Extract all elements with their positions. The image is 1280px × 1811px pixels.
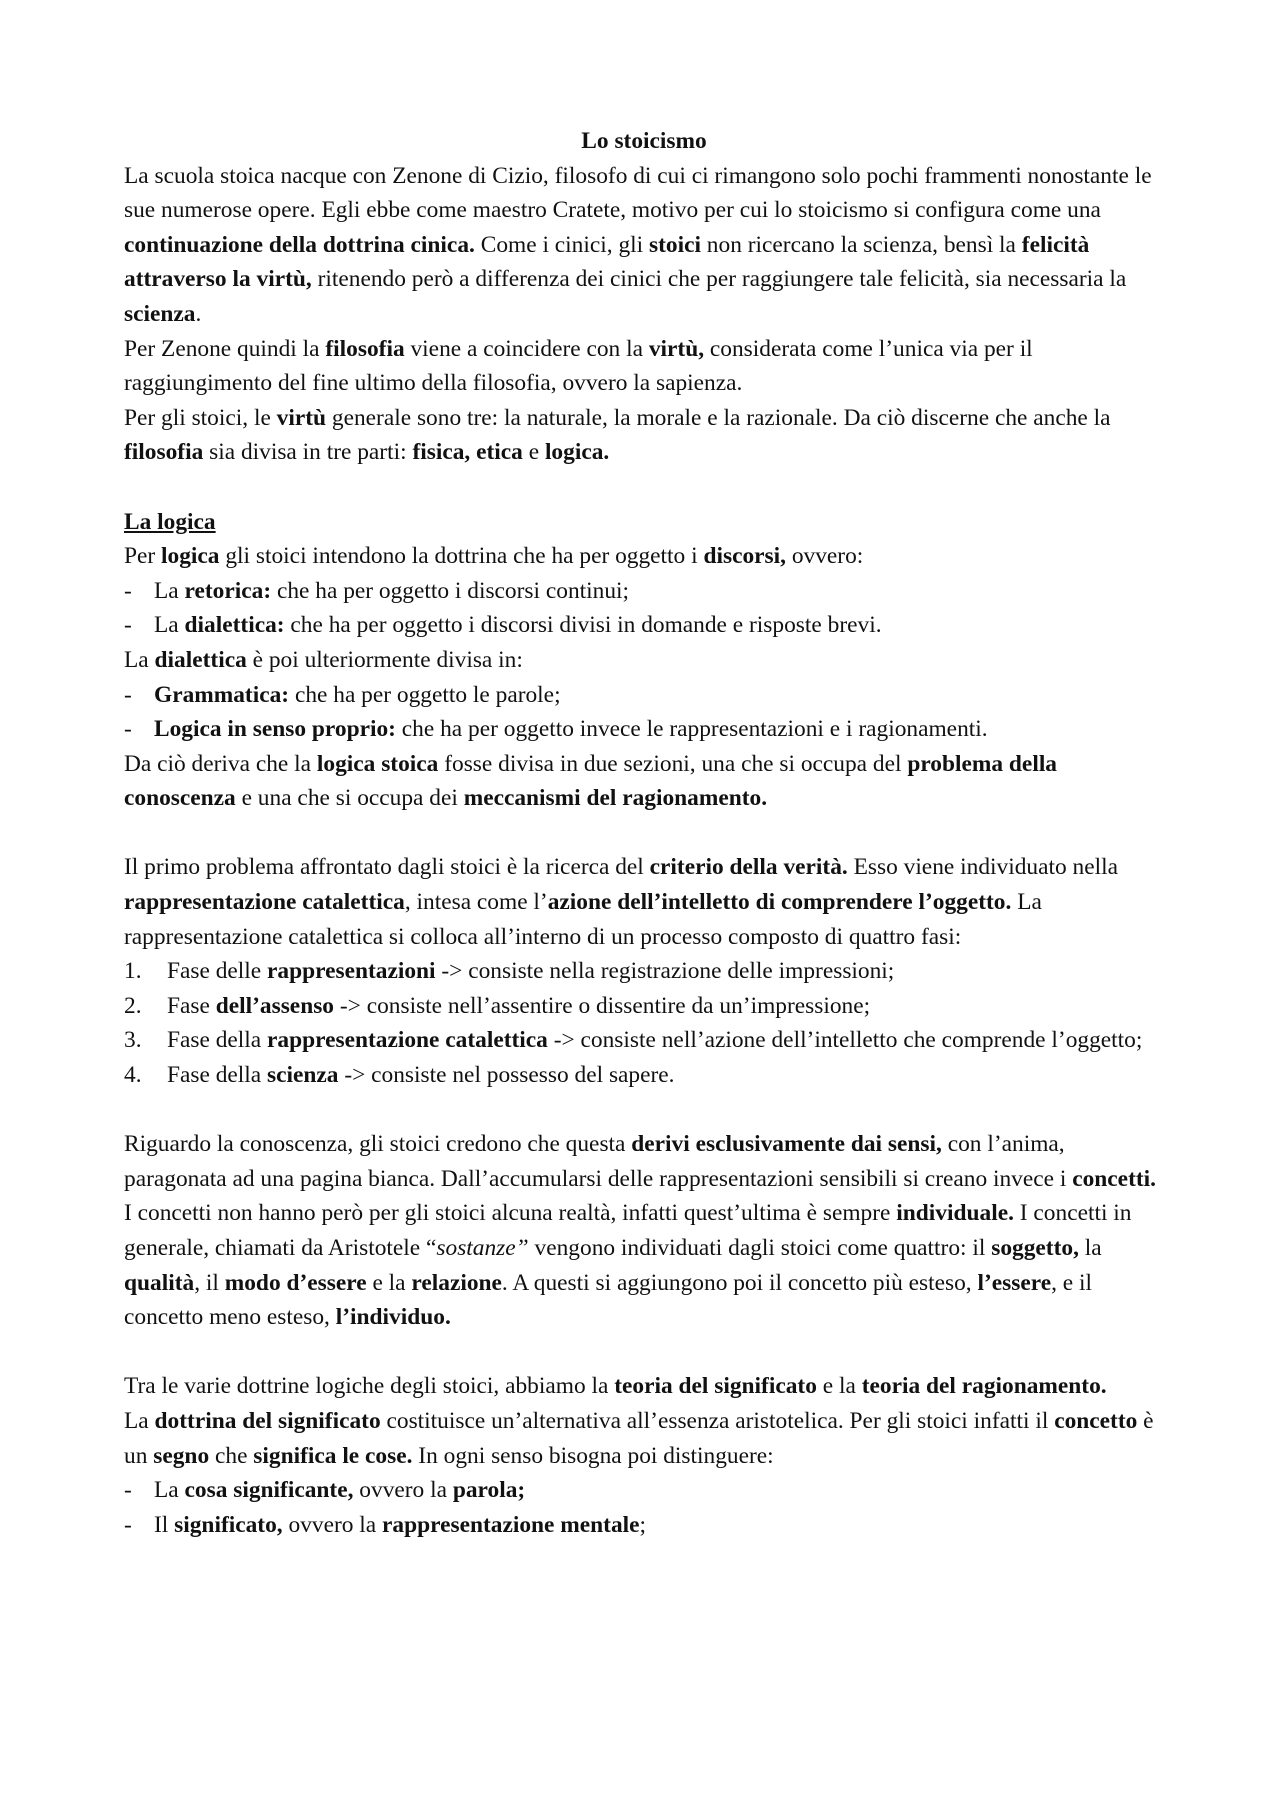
bold-text: individuale. — [896, 1200, 1014, 1227]
text-run: ovvero: — [785, 543, 864, 570]
text-run: viene a coincidere con la — [404, 335, 649, 362]
text-run: vengono individuati dagli stoici come quattro: il — [528, 1235, 992, 1261]
bold-text: virtù — [276, 404, 327, 431]
list-item-text — [167, 989, 1164, 1024]
text-run: Per gli stoici, le — [124, 404, 277, 431]
bold-text: dell’assenso — [215, 992, 335, 1019]
text-run: e la — [816, 1373, 862, 1400]
text-run: La — [154, 577, 185, 604]
bold-text: l’individuo. — [335, 1304, 451, 1331]
bold-text: rappresentazione catalettica — [267, 1027, 548, 1054]
text-run: e — [522, 439, 545, 466]
bold-text: felicità attraverso la virtù, — [124, 231, 1090, 293]
text-run: che ha per oggetto le parole; — [289, 681, 561, 708]
paragraph — [124, 401, 1164, 470]
bold-text: qualità — [124, 1269, 195, 1296]
bold-text: dottrina del significato — [154, 1407, 381, 1434]
list-number: 2. — [124, 992, 142, 1019]
text-run: . A questi si aggiungono poi il concetto più esteso, — [501, 1269, 978, 1296]
page-title: Lo stoicismo — [581, 128, 707, 154]
bold-text: filosofia — [124, 439, 204, 466]
list-dash: - — [124, 612, 132, 639]
bold-text: scienza — [124, 300, 196, 327]
bold-text: retorica: — [184, 577, 272, 604]
text-run: Riguardo la conoscenza, gli stoici credono che questa — [124, 1131, 632, 1158]
blank-line — [124, 1093, 1164, 1128]
list-item — [124, 678, 1164, 713]
text-run: La — [154, 612, 185, 639]
text-run: Fase — [167, 992, 216, 1019]
text-run: , e il concetto meno esteso, — [124, 1269, 1093, 1331]
text-run: La scuola stoica nacque con Zenone di Cizio, filosofo di cui ci rimangono solo pochi frammenti nonostante le sue numerose opere. Egli ebbe come maestro Cratete, motivo per cui lo stoicismo si configura come una — [124, 162, 1152, 224]
text-run: I concetti non hanno però per gli stoici alcuna realtà, infatti quest’ultima è sempre — [124, 1200, 897, 1227]
bold-text: concetto — [1054, 1407, 1138, 1434]
list-item-text — [154, 1508, 1164, 1543]
text-run: -> consiste nell’azione dell’intelletto che comprende l’oggetto; — [547, 1027, 1143, 1054]
bold-text: parola; — [452, 1477, 526, 1504]
text-run: che — [209, 1442, 254, 1469]
italic-text: sostanze” — [436, 1235, 529, 1261]
list-item-text — [154, 574, 1164, 609]
paragraph — [124, 643, 1164, 678]
text-run: -> consiste nell’assentire o dissentire da un’impressione; — [334, 992, 871, 1019]
text-run: In ogni senso bisogna poi distinguere: — [412, 1442, 774, 1469]
text-run: considerata come l’unica via per il raggiungimento del fine ultimo della filosofia, ovvero la sapienza. — [124, 335, 1033, 397]
list-item-text — [154, 712, 1164, 747]
text-run: ovvero la — [282, 1511, 383, 1538]
text-run: non ricercano la scienza, bensì la — [700, 231, 1022, 258]
text-run: -> consiste nella registrazione delle impressioni; — [435, 958, 895, 985]
text-run: che ha per oggetto invece le rappresentazioni e i ragionamenti. — [395, 716, 988, 743]
bold-text: criterio della verità. — [649, 854, 848, 881]
bold-text: rappresentazione mentale — [382, 1511, 640, 1538]
text-run: gli stoici intendono la dottrina che ha per oggetto i — [219, 543, 704, 570]
blank-line — [124, 816, 1164, 851]
section-heading: La logica — [124, 508, 216, 535]
paragraph — [124, 539, 1164, 574]
list-item-text — [154, 1473, 1164, 1508]
bold-text: dialettica: — [184, 612, 285, 639]
list-item — [124, 989, 1164, 1024]
text-run: la — [1078, 1235, 1102, 1261]
list-dash: - — [124, 1477, 132, 1504]
text-run: e la — [366, 1269, 412, 1296]
bold-text: teoria del ragionamento. — [861, 1373, 1107, 1400]
bold-text: significa le cose. — [253, 1442, 413, 1469]
text-run: ovvero la — [353, 1477, 453, 1504]
bold-text: rappresentazione catalettica — [124, 889, 405, 916]
list-item-text — [154, 678, 1164, 713]
paragraph — [124, 850, 1164, 954]
list-item-text — [167, 1023, 1164, 1058]
paragraph — [124, 1404, 1164, 1473]
list-item-text — [167, 954, 1164, 989]
bold-text: Grammatica: — [154, 681, 290, 708]
bold-text: meccanismi del ragionamento. — [463, 785, 768, 812]
bold-text: logica. — [544, 439, 610, 466]
bold-text: virtù, — [648, 335, 705, 362]
list-item — [124, 1058, 1164, 1093]
text-run: , intesa come l’ — [404, 889, 548, 916]
list-item — [124, 1508, 1164, 1543]
text-run: La — [124, 1407, 155, 1434]
bold-text: rappresentazioni — [267, 958, 436, 985]
text-run: . — [195, 300, 202, 327]
paragraph — [124, 159, 1164, 332]
list-number: 4. — [124, 1062, 142, 1089]
bold-text: logica stoica — [316, 750, 439, 777]
bold-text: stoici — [648, 231, 701, 258]
text-run: Per — [124, 543, 162, 570]
bold-text: l’essere — [977, 1269, 1052, 1296]
text-run: che ha per oggetto i discorsi divisi in domande e risposte brevi. — [284, 612, 882, 639]
text-run: ; — [639, 1511, 647, 1538]
dash-list — [124, 678, 1164, 747]
text-run: La rappresentazione catalettica si colloca all’interno di un processo composto di quattro fasi: — [124, 889, 1042, 950]
document-body — [124, 124, 1164, 1542]
bold-text: filosofia — [325, 335, 405, 362]
list-item-text — [167, 1058, 1164, 1093]
bold-text: cosa significante, — [184, 1477, 354, 1504]
list-dash: - — [124, 716, 132, 743]
bold-text: relazione — [411, 1269, 502, 1296]
bold-text: logica — [161, 543, 220, 570]
bold-text: soggetto, — [991, 1235, 1079, 1261]
bold-text: concetti. — [1072, 1165, 1156, 1192]
list-item — [124, 954, 1164, 989]
paragraph — [124, 1369, 1164, 1404]
bold-text: modo d’essere — [224, 1269, 367, 1296]
text-run: ritenendo però a differenza dei cinici che per raggiungere tale felicità, sia necessaria la — [311, 266, 1127, 293]
list-dash: - — [124, 1511, 132, 1538]
text-run: e una che si occupa dei — [235, 785, 464, 812]
blank-line — [124, 470, 1164, 505]
list-number: 3. — [124, 1027, 142, 1054]
list-item — [124, 608, 1164, 643]
text-run: costituisce un’alternativa all’essenza aristotelica. Per gli stoici infatti il — [380, 1407, 1055, 1434]
text-run: I concetti in generale, chiamati da Aristotele “ — [124, 1200, 1132, 1261]
dash-list — [124, 1473, 1164, 1542]
text-run: Fase della — [167, 1062, 268, 1089]
list-number: 1. — [124, 958, 142, 985]
list-dash: - — [124, 681, 132, 708]
bold-text: significato, — [174, 1511, 283, 1538]
text-run: con l’anima, paragonata ad una pagina bianca. Dall’accumularsi delle rappresentazioni sensibili si creano invece i — [124, 1131, 1073, 1192]
text-run: , il — [194, 1269, 225, 1296]
text-run: Fase della — [167, 1027, 268, 1054]
text-run: Fase delle — [167, 958, 268, 985]
list-item — [124, 712, 1164, 747]
text-run: Il — [154, 1511, 175, 1538]
list-item — [124, 1473, 1164, 1508]
bold-text: azione dell’intelletto di comprendere l’oggetto. — [547, 889, 1012, 916]
list-item — [124, 1023, 1164, 1058]
bold-text: derivi esclusivamente dai sensi, — [631, 1131, 942, 1158]
text-run: è un — [124, 1407, 1154, 1469]
text-run: La — [124, 646, 155, 673]
paragraph — [124, 1127, 1164, 1335]
text-run: Da ciò deriva che la — [124, 750, 317, 777]
paragraph — [124, 332, 1164, 401]
bold-text: problema della conoscenza — [124, 750, 1058, 812]
text-run: che ha per oggetto i discorsi continui; — [271, 577, 630, 604]
text-run: Come i cinici, gli — [474, 231, 649, 258]
numbered-list — [124, 954, 1164, 1092]
text-run: fosse divisa in due sezioni, una che si occupa del — [438, 750, 908, 777]
dash-list — [124, 574, 1164, 643]
list-item-text — [154, 608, 1164, 643]
text-run: sia divisa in tre parti: — [203, 439, 413, 466]
list-dash: - — [124, 577, 132, 604]
text-run: Il primo problema affrontato dagli stoici è la ricerca del — [124, 854, 650, 881]
bold-text: continuazione della dottrina cinica. — [124, 231, 475, 258]
bold-text: Logica in senso proprio: — [154, 716, 396, 743]
text-run: generale sono tre: la naturale, la morale e la razionale. Da ciò discerne che anche la — [326, 404, 1111, 431]
paragraph — [124, 747, 1164, 816]
text-run: La — [154, 1477, 185, 1504]
bold-text: segno — [153, 1442, 210, 1469]
text-run: -> consiste nel possesso del sapere. — [338, 1062, 675, 1089]
list-item — [124, 574, 1164, 609]
bold-text: teoria del significato — [614, 1373, 817, 1400]
text-run: è poi ulteriormente divisa in: — [246, 646, 523, 673]
bold-text: scienza — [267, 1062, 339, 1089]
text-run: Esso viene individuato nella — [847, 854, 1118, 881]
bold-text: fisica, etica — [412, 439, 523, 466]
bold-text: dialettica — [154, 646, 247, 673]
text-run: Tra le varie dottrine logiche degli stoici, abbiamo la — [124, 1373, 615, 1400]
bold-text: discorsi, — [703, 543, 786, 570]
blank-line — [124, 1335, 1164, 1370]
text-run: Per Zenone quindi la — [124, 335, 326, 362]
